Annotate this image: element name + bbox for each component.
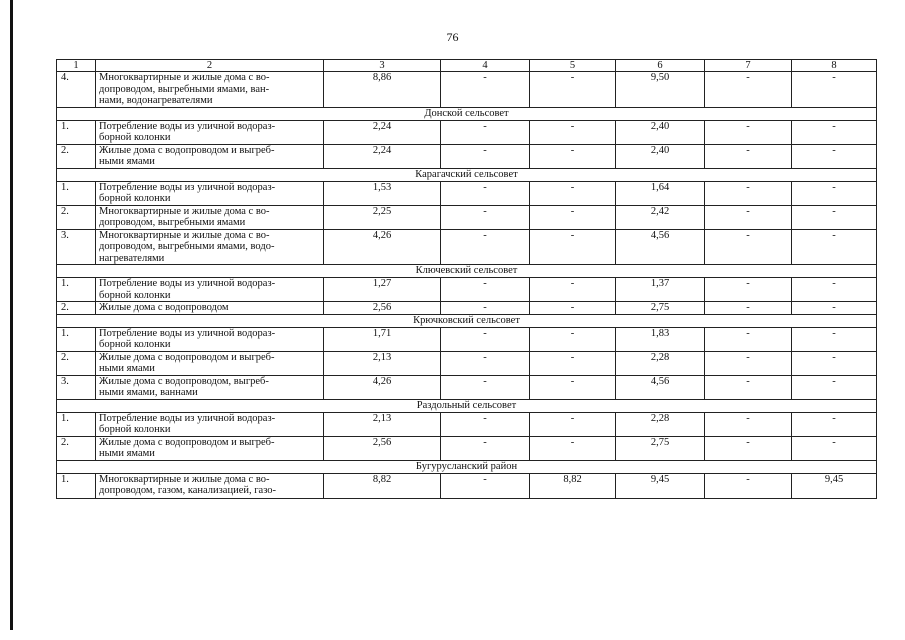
value-cell: -: [441, 473, 530, 498]
row-number: 4.: [57, 72, 96, 108]
value-cell: 2,40: [616, 120, 705, 144]
header-cell: 2: [96, 60, 324, 72]
table-row: [57, 327, 877, 351]
section-row: [57, 107, 877, 120]
row-description: Жилые дома с водопроводом: [96, 302, 324, 315]
value-cell: 8,86: [324, 72, 441, 108]
row-description: [96, 473, 324, 498]
value-cell: 2,56: [324, 302, 441, 315]
value-cell: 4,56: [616, 229, 705, 265]
value-cell: -: [792, 205, 877, 229]
value-cell: 8,82: [324, 473, 441, 498]
value-cell: -: [530, 72, 616, 108]
table-row: [57, 302, 877, 315]
value-cell: 9,50: [616, 72, 705, 108]
header-cell: 7: [705, 60, 792, 72]
value-cell: -: [705, 412, 792, 436]
table-row: [57, 229, 877, 265]
value-cell: -: [705, 72, 792, 108]
header-cell: 1: [57, 60, 96, 72]
value-cell: -: [792, 327, 877, 351]
value-cell: -: [705, 436, 792, 460]
value-cell: 4,26: [324, 375, 441, 399]
row-description: Потребление воды из уличной водораз- борной колонки: [96, 278, 324, 302]
value-cell: -: [792, 181, 877, 205]
row-number: 1.: [57, 412, 96, 436]
row-number: 2.: [57, 351, 96, 375]
tariff-table: [56, 59, 877, 499]
value-cell: -: [705, 181, 792, 205]
row-number: 2.: [57, 436, 96, 460]
table-row: [57, 181, 877, 205]
value-cell: -: [792, 375, 877, 399]
value-cell: 9,45: [792, 473, 877, 498]
table-row: [57, 351, 877, 375]
row-number: 1.: [57, 181, 96, 205]
row-description: Потребление воды из уличной водораз- борной колонки: [96, 181, 324, 205]
value-cell: 2,13: [324, 351, 441, 375]
value-cell: -: [792, 120, 877, 144]
section-title: Донской сельсовет: [57, 107, 877, 120]
row-number: 1.: [57, 120, 96, 144]
table-row: [57, 144, 877, 168]
row-number: 1.: [57, 327, 96, 351]
row-description: Жилые дома с водопроводом и выгреб- ными ямами: [96, 351, 324, 375]
section-title: Карагачский сельсовет: [57, 168, 877, 181]
value-cell: -: [705, 302, 792, 315]
value-cell: 2,25: [324, 205, 441, 229]
value-cell: -: [792, 351, 877, 375]
section-title: Бугурусланский район: [57, 460, 877, 473]
table-row: [57, 375, 877, 399]
section-row: [57, 399, 877, 412]
value-cell: -: [530, 351, 616, 375]
value-cell: -: [705, 375, 792, 399]
table-row: [57, 205, 877, 229]
header-cell: 3: [324, 60, 441, 72]
value-cell: 4,56: [616, 375, 705, 399]
section-title: Крючковский сельсовет: [57, 314, 877, 327]
value-cell: 2,28: [616, 412, 705, 436]
section-row: [57, 314, 877, 327]
value-cell: 1,37: [616, 278, 705, 302]
value-cell: 2,75: [616, 436, 705, 460]
value-cell: -: [441, 120, 530, 144]
value-cell: -: [705, 278, 792, 302]
section-title: Раздольный сельсовет: [57, 399, 877, 412]
value-cell: 2,75: [616, 302, 705, 315]
value-cell: -: [530, 412, 616, 436]
row-description: Многоквартирные и жилые дома с во- допроводом, выгребными ямами, ван- нами, водонагревателями: [96, 72, 324, 108]
value-cell: -: [530, 144, 616, 168]
section-row: [57, 168, 877, 181]
value-cell: -: [441, 436, 530, 460]
section-title: Ключевский сельсовет: [57, 265, 877, 278]
row-number: 1.: [57, 278, 96, 302]
header-row: [57, 60, 877, 72]
value-cell: -: [441, 412, 530, 436]
row-number: 2.: [57, 205, 96, 229]
value-cell: -: [441, 72, 530, 108]
row-number: 3.: [57, 375, 96, 399]
header-cell: 8: [792, 60, 877, 72]
value-cell: 4,26: [324, 229, 441, 265]
table-row: [57, 120, 877, 144]
value-cell: -: [441, 375, 530, 399]
value-cell: 2,56: [324, 436, 441, 460]
table-row: [57, 412, 877, 436]
value-cell: -: [530, 375, 616, 399]
header-cell: 4: [441, 60, 530, 72]
value-cell: -: [705, 351, 792, 375]
value-cell: -: [705, 205, 792, 229]
value-cell: -: [441, 181, 530, 205]
value-cell: 2,24: [324, 144, 441, 168]
value-cell: -: [530, 278, 616, 302]
row-number: 1.: [57, 473, 96, 498]
value-cell: -: [441, 278, 530, 302]
row-description: Потребление воды из уличной водораз- борной колонки: [96, 412, 324, 436]
value-cell: 2,40: [616, 144, 705, 168]
value-cell: -: [792, 436, 877, 460]
value-cell: 2,24: [324, 120, 441, 144]
row-number: 2.: [57, 302, 96, 315]
value-cell: 1,71: [324, 327, 441, 351]
value-cell: 2,13: [324, 412, 441, 436]
value-cell: -: [705, 144, 792, 168]
value-cell: -: [530, 120, 616, 144]
row-description: Жилые дома с водопроводом, выгреб- ными ямами, ваннами: [96, 375, 324, 399]
value-cell: -: [792, 229, 877, 265]
value-cell: -: [792, 72, 877, 108]
value-cell: -: [530, 302, 616, 315]
value-cell: 9,45: [616, 473, 705, 498]
value-cell: -: [530, 181, 616, 205]
table-row: [57, 278, 877, 302]
value-cell: 1,83: [616, 327, 705, 351]
table-row: [57, 473, 877, 498]
value-cell: 8,82: [530, 473, 616, 498]
value-cell: 1,53: [324, 181, 441, 205]
value-cell: -: [530, 205, 616, 229]
value-cell: 2,42: [616, 205, 705, 229]
row-description: Потребление воды из уличной водораз- борной колонки: [96, 120, 324, 144]
value-cell: -: [441, 229, 530, 265]
value-cell: -: [441, 205, 530, 229]
value-cell: -: [530, 327, 616, 351]
value-cell: -: [705, 473, 792, 498]
value-cell: -: [441, 144, 530, 168]
value-cell: -: [530, 436, 616, 460]
value-cell: -: [705, 229, 792, 265]
header-cell: 5: [530, 60, 616, 72]
value-cell: 2,28: [616, 351, 705, 375]
header-cell: 6: [616, 60, 705, 72]
value-cell: -: [705, 327, 792, 351]
row-number: 2.: [57, 144, 96, 168]
row-description: Жилые дома с водопроводом и выгреб- ными ямами: [96, 436, 324, 460]
value-cell: -: [792, 144, 877, 168]
value-cell: -: [792, 302, 877, 315]
table-row: [57, 72, 877, 108]
value-cell: 1,27: [324, 278, 441, 302]
section-row: [57, 460, 877, 473]
value-cell: -: [441, 302, 530, 315]
row-number: 3.: [57, 229, 96, 265]
row-description: Потребление воды из уличной водораз- борной колонки: [96, 327, 324, 351]
table-row: [57, 436, 877, 460]
value-cell: -: [441, 351, 530, 375]
section-row: [57, 265, 877, 278]
description-text: Многоквартирные и жилые дома с во- допроводом, газом, канализацией, газо-: [99, 473, 277, 496]
value-cell: -: [792, 278, 877, 302]
value-cell: -: [792, 412, 877, 436]
page-number: 76: [446, 30, 459, 44]
page-left-edge: [10, 0, 13, 630]
row-description: Многоквартирные и жилые дома с во- допроводом, выгребными ямами, водо- нагревателями: [96, 229, 324, 265]
row-description: Жилые дома с водопроводом и выгреб- ными ямами: [96, 144, 324, 168]
value-cell: -: [441, 327, 530, 351]
row-description: Многоквартирные и жилые дома с во- допроводом, выгребными ямами: [96, 205, 324, 229]
value-cell: -: [530, 229, 616, 265]
value-cell: -: [705, 120, 792, 144]
value-cell: 1,64: [616, 181, 705, 205]
